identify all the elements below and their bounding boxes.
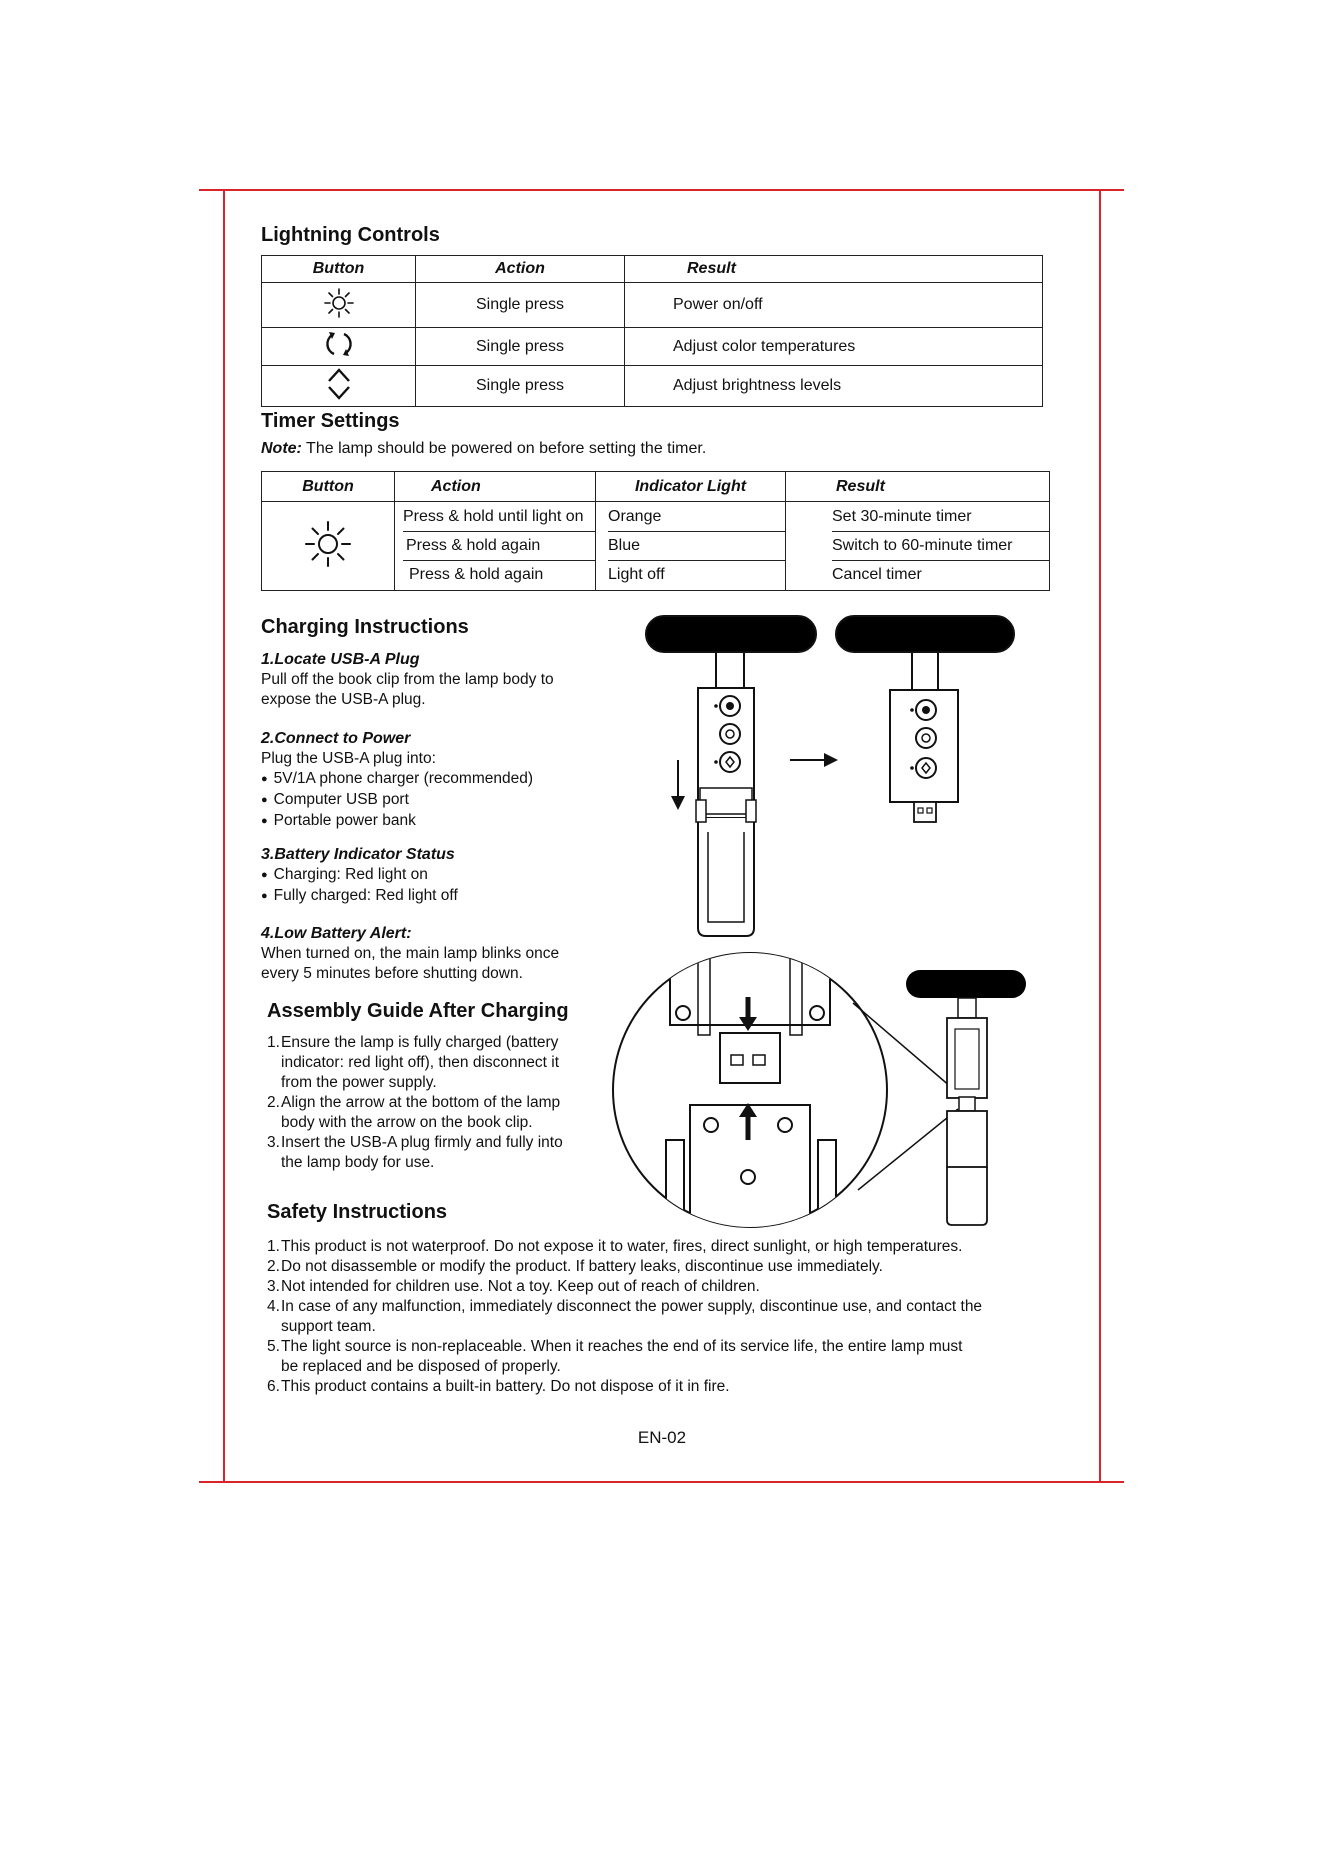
charging-step-2	[261, 729, 533, 832]
bullet-item: ● Charging: Red light on	[261, 865, 458, 886]
table-row	[262, 366, 1043, 407]
sun-icon	[304, 520, 352, 568]
timer-action-1: Press & hold until light on	[403, 503, 595, 532]
header-indicator-light: Indicator Light	[596, 472, 786, 502]
list-item: 4. In case of any malfunction, immediately disconnect the power supply, discontinue use, and contact the support team.	[267, 1298, 983, 1335]
charging-title: Charging Instructions	[261, 616, 469, 638]
timer-action-3: Press & hold again	[409, 566, 544, 583]
page-number: EN-02	[637, 1428, 687, 1447]
timer-note	[261, 440, 706, 458]
list-item: 1. Ensure the lamp is fully charged (battery indicator: red light off), then disconnect it from the power supply.	[267, 1034, 560, 1091]
header-result: Result	[786, 472, 1050, 502]
sun-icon	[324, 288, 354, 318]
timer-light-1: Orange	[608, 503, 785, 532]
step-line: When turned on, the main lamp blinks once	[261, 945, 560, 962]
assembly-illustration	[610, 945, 1030, 1235]
header-result: Result	[625, 256, 1043, 283]
list-item: 2. Do not disassemble or modify the product. If battery leaks, discontinue use immediately.	[267, 1258, 883, 1275]
timer-result-1: Set 30-minute timer	[832, 503, 1049, 532]
assembly-list	[267, 1033, 563, 1173]
header-button: Button	[262, 256, 416, 283]
bullet-item: ● Portable power bank	[261, 811, 533, 832]
charging-step-4	[261, 924, 559, 984]
charging-step-1	[261, 650, 554, 710]
table-row	[262, 328, 1043, 366]
charging-illustration	[630, 610, 1030, 940]
note-text: The lamp should be powered on before setting the timer.	[301, 440, 707, 457]
timer-action-2: Press & hold again	[403, 532, 595, 561]
list-item: 1. This product is not waterproof. Do not expose it to water, fires, direct sunlight, or high temperatures.	[267, 1238, 963, 1255]
action-cell: Single press	[416, 283, 625, 328]
up-down-icon	[326, 367, 352, 401]
charging-step-3	[261, 845, 458, 907]
bottom-trim-line	[199, 1481, 1124, 1483]
timer-result-3: Cancel timer	[832, 566, 922, 583]
header-action: Action	[416, 256, 625, 283]
header-button: Button	[262, 472, 395, 502]
list-item: 5. The light source is non-replaceable. When it reaches the end of its service life, the entire lamp must be replaced and be disposed of properly.	[267, 1338, 963, 1375]
action-cell: Single press	[416, 366, 625, 407]
step-line: Pull off the book clip from the lamp body to	[261, 671, 554, 688]
step-line: Plug the USB-A plug into:	[261, 750, 436, 767]
step-heading: 4.Low Battery Alert:	[261, 925, 412, 942]
bullet-item: ● Computer USB port	[261, 790, 533, 811]
table-row	[262, 502, 1050, 591]
list-item: 3. Not intended for children use. Not a toy. Keep out of reach of children.	[267, 1278, 760, 1295]
safety-title: Safety Instructions	[267, 1201, 448, 1223]
timer-title: Timer Settings	[261, 410, 400, 432]
lighting-controls-table	[261, 255, 1043, 407]
note-label: Note:	[261, 440, 302, 457]
safety-list	[267, 1237, 982, 1397]
left-trim-line	[223, 189, 225, 1483]
header-action: Action	[395, 472, 596, 502]
timer-light-3: Light off	[608, 566, 665, 583]
result-cell: Power on/off	[625, 283, 1043, 328]
timer-settings-table	[261, 471, 1050, 591]
step-line: expose the USB-A plug.	[261, 691, 426, 708]
step-heading: 1.Locate USB-A Plug	[261, 651, 420, 668]
list-item: 3. Insert the USB-A plug firmly and fully into the lamp body for use.	[267, 1134, 563, 1171]
cycle-icon	[324, 329, 354, 359]
table-header-row	[262, 256, 1043, 283]
table-header-row	[262, 472, 1050, 502]
list-item: 2. Align the arrow at the bottom of the lamp body with the arrow on the book clip.	[267, 1094, 561, 1131]
bullet-item: ● 5V/1A phone charger (recommended)	[261, 769, 533, 790]
bullet-item: ● Fully charged: Red light off	[261, 886, 458, 907]
step-line: every 5 minutes before shutting down.	[261, 965, 523, 982]
list-item: 6. This product contains a built-in battery. Do not dispose of it in fire.	[267, 1378, 730, 1395]
step-heading: 3.Battery Indicator Status	[261, 846, 455, 863]
step-heading: 2.Connect to Power	[261, 730, 411, 747]
action-cell: Single press	[416, 328, 625, 366]
right-trim-line	[1099, 189, 1101, 1483]
result-cell: Adjust brightness levels	[625, 366, 1043, 407]
timer-result-2: Switch to 60-minute timer	[832, 532, 1049, 561]
lighting-title: Lightning Controls	[261, 224, 440, 246]
result-cell: Adjust color temperatures	[625, 328, 1043, 366]
assembly-title: Assembly Guide After Charging	[267, 1000, 569, 1022]
top-trim-line	[199, 189, 1124, 191]
timer-light-2: Blue	[608, 532, 785, 561]
table-row	[262, 283, 1043, 328]
